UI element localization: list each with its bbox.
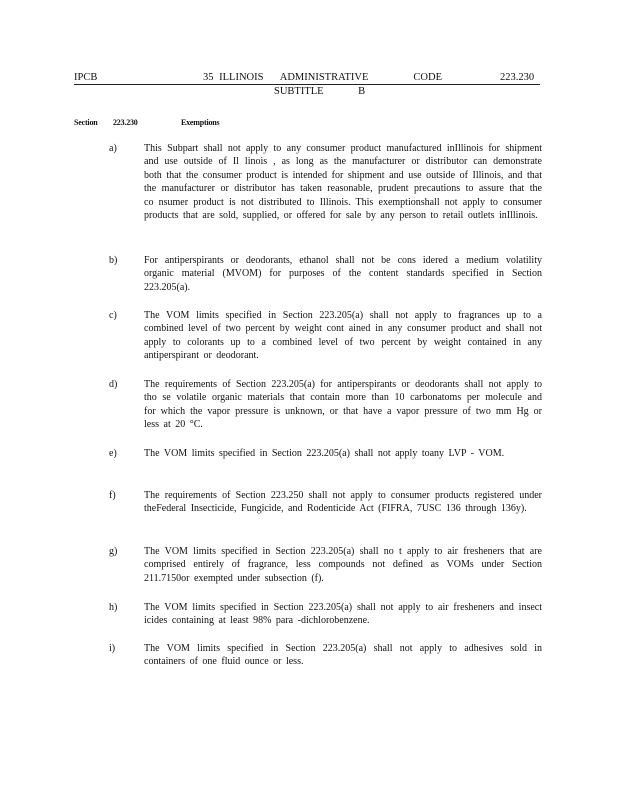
item-text: The VOM limits specified in Section 223.205(a) shall not apply to air fresheners and insect icides containing at least 98% para -dichlorobenzene.	[144, 602, 542, 627]
item-label: b)	[109, 255, 118, 266]
item-label: c)	[109, 310, 117, 321]
item-text: The VOM limits specified in Section 223.205(a) shall no t apply to air fresheners that are comprised entirely of fragrance, less compounds not defined as VOMs under Section 211.7150or exempted under subsection (f).	[144, 546, 542, 584]
header-subtitle: SUBTITLE B	[274, 86, 366, 97]
item-label: i)	[109, 643, 116, 654]
item-label: a)	[109, 143, 117, 154]
item-label: h)	[109, 602, 118, 613]
header-agency: IPCB	[74, 72, 98, 83]
item-text: The requirements of Section 223.205(a) for antiperspirants or deodorants shall not apply to tho se volatile organic materials that contain more than 10 carbonatoms per molecule and for which the vapor pressure is unknown, or that have a vapor pressure of two mm Hg or less at 20 °C.	[144, 379, 542, 431]
item-text: This Subpart shall not apply to any consumer product manufactured inIllinois for shipment and use outside of Il linois , as long as the manufacturer or distributor can demonstrate both that the consumer product is intended for shipment and use outside of Illinois, and that the manufacturer or distributor has taken reasonable, prudent precautions to assure that the co nsumer product is not distributed to Illinois. This exemptionshall not apply to consumer products that are sold, supplied, or offered for sale by any person to retail outlets inIllinois.	[144, 143, 542, 222]
item-text: The VOM limits specified in Section 223.205(a) shall not apply to adhesives sold in containers of one fluid ounce or less.	[144, 643, 542, 668]
item-text: The requirements of Section 223.250 shall not apply to consumer products registered under theFederal Insecticide, Fungicide, and Rodenticide Act (FIFRA, 7USC 136 through 136y).	[144, 490, 542, 515]
item-text: The VOM limits specified in Section 223.205(a) shall not apply to fragrances up to a combined level of two percent by weight cont ained in any consumer product and shall not apply to colorants up to a combined level of two percent by weight contained in any antiperspirant or deodorant.	[144, 310, 542, 362]
item-text: For antiperspirants or deodorants, ethanol shall not be cons idered a medium volatility organic material (MVOM) for purposes of the content standards specified in Section 223.205(a).	[144, 255, 542, 293]
item-label: g)	[109, 546, 118, 557]
item-label: d)	[109, 379, 118, 390]
item-label: f)	[109, 490, 116, 501]
header-rule	[74, 84, 540, 85]
section-label: Section	[74, 118, 98, 127]
header-section-number: 223.230	[500, 72, 535, 83]
header-code-title: 35 ILLINOIS ADMINISTRATIVE CODE	[203, 72, 442, 83]
section-title: Exemptions	[181, 118, 220, 127]
item-label: e)	[109, 448, 117, 459]
item-text: The VOM limits specified in Section 223.205(a) shall not apply toany LVP - VOM.	[144, 448, 505, 459]
section-number: 223.230	[113, 118, 138, 127]
